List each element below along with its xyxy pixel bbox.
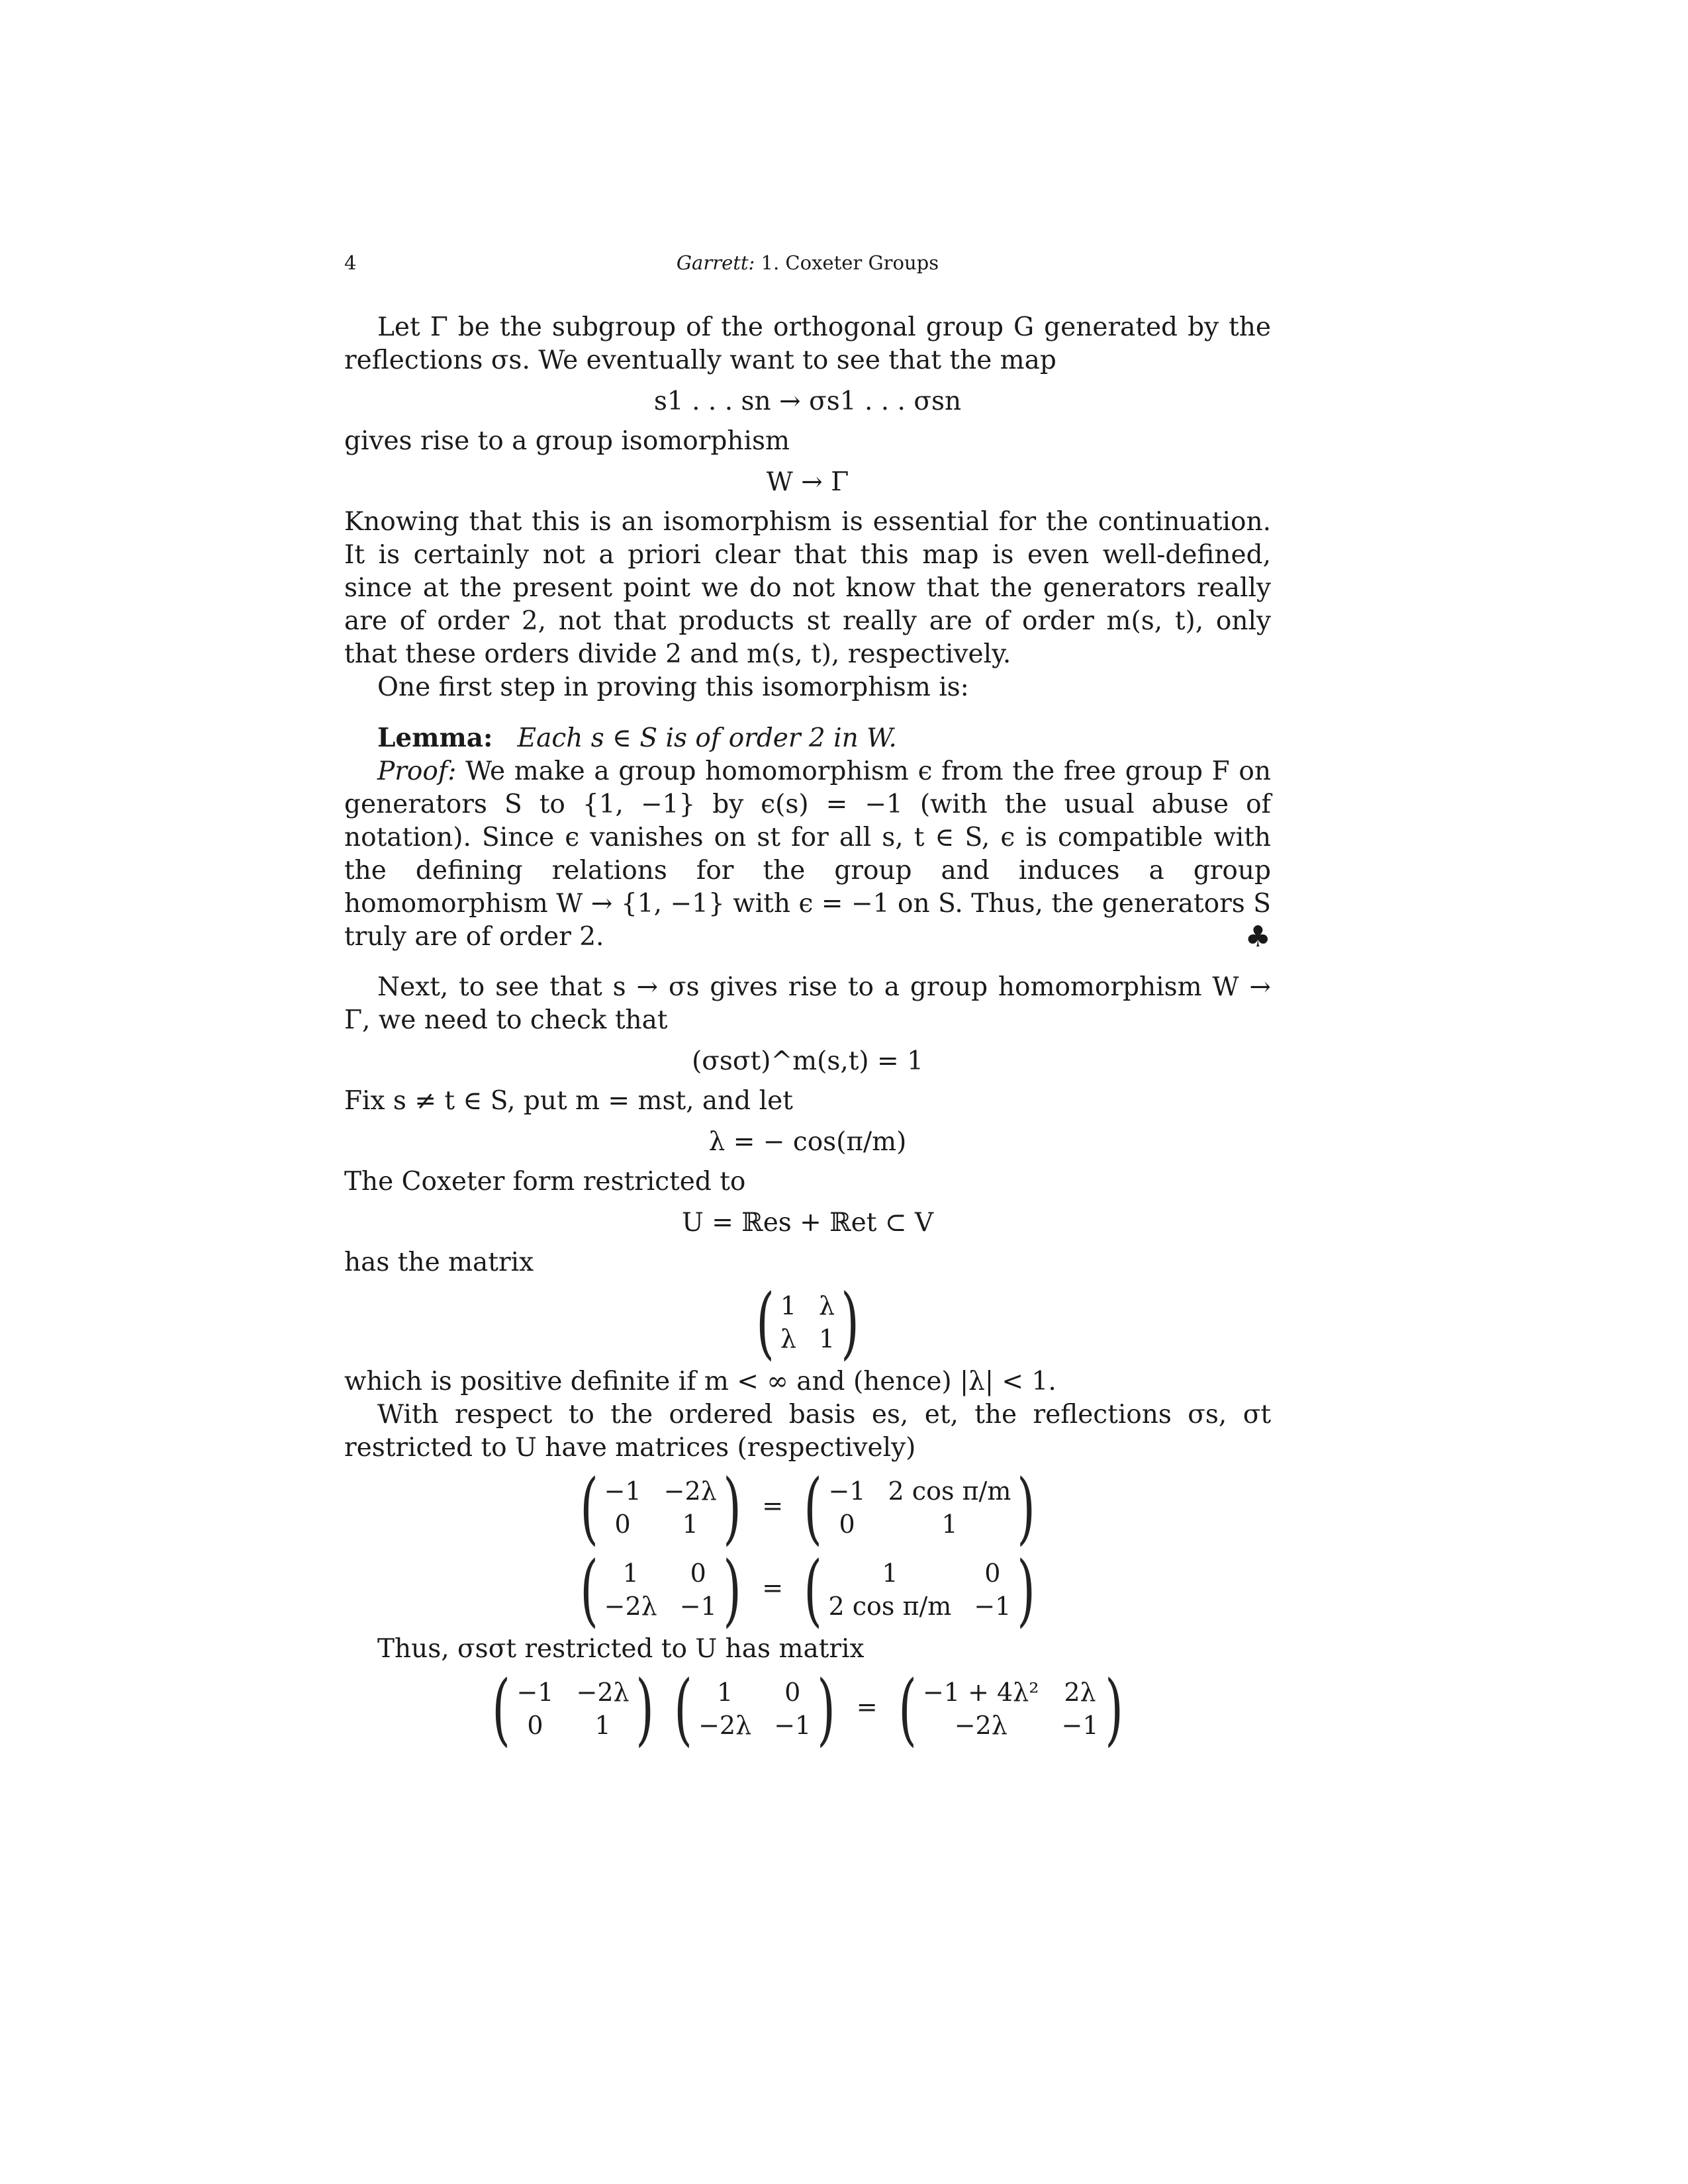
- paragraph-8: has the matrix: [344, 1248, 534, 1277]
- right-paren: ): [722, 1544, 741, 1635]
- matrix-entries: [604, 1475, 717, 1540]
- paragraph-11: Thus, σsσt restricted to U has matrix: [377, 1634, 865, 1664]
- form-matrix-row: [344, 1277, 1271, 1368]
- left-paren: (: [492, 1663, 511, 1754]
- lemma-label: Lemma:: [377, 723, 493, 753]
- paragraph-1: Let Γ be the subgroup of the orthogonal group G generated by the reflections σs. We eventually want to see that the map: [344, 312, 1271, 375]
- paragraph-10: With respect to the ordered basis es, et, the reflections σs, σt restricted to U have matrices (respectively): [344, 1400, 1271, 1463]
- matrix-cell: −2λ: [698, 1711, 752, 1740]
- matrix-cell: 1: [882, 1559, 898, 1588]
- matrix-cell: 0: [784, 1678, 801, 1707]
- equation-lambda: λ = − cos(π/m): [708, 1127, 907, 1157]
- paragraph-3: Knowing that this is an isomorphism is essential for the continuation. It is certainly not a priori clear that this map is even well-defined, since at the present point we do not know that the generators really are of order 2, not that products st really are of order m(s, t), only that these orders divide 2 and m(s, t), respectively.: [344, 507, 1271, 669]
- matrix-cell: 1: [682, 1510, 698, 1539]
- right-paren: ): [841, 1277, 860, 1368]
- form-matrix: [750, 1277, 865, 1368]
- matrix-cell: −1: [974, 1592, 1011, 1621]
- equation-map: s1 . . . sn → σs1 . . . σsn: [653, 387, 962, 416]
- matrix-cell: −2λ: [663, 1477, 717, 1506]
- matrix-sigma-s-left: [574, 1462, 747, 1553]
- matrix-cell: 0: [527, 1711, 543, 1740]
- right-paren: ): [722, 1462, 741, 1553]
- matrix-cell: λ: [780, 1324, 796, 1353]
- lemma-statement: Each s ∈ S is of order 2 in W.: [517, 723, 897, 753]
- left-paren: (: [755, 1277, 774, 1368]
- left-paren: (: [898, 1663, 917, 1754]
- matrix-cell: 0: [984, 1559, 1001, 1588]
- matrix-entries: [829, 1475, 1011, 1540]
- page-number: 4: [344, 251, 357, 274]
- matrix-entries: [829, 1557, 1011, 1622]
- matrix-entries: [780, 1290, 835, 1355]
- matrix-cell: λ: [819, 1291, 835, 1320]
- matrix-sigma-t-row: [344, 1544, 1271, 1635]
- matrix-product-b: [668, 1663, 841, 1754]
- left-paren: (: [674, 1663, 692, 1754]
- matrix-sigma-t-right: [798, 1544, 1041, 1635]
- matrix-cell: 2 cos π/m: [828, 1592, 952, 1621]
- right-paren: ): [817, 1663, 836, 1754]
- matrix-cell: 1: [941, 1510, 958, 1539]
- proof: [344, 755, 1271, 954]
- matrix-cell: −1: [774, 1711, 812, 1740]
- running-header: [344, 245, 1271, 285]
- matrix-cell: −1: [604, 1477, 641, 1506]
- left-paren: (: [579, 1462, 598, 1553]
- matrix-sigma-s-row: [344, 1462, 1271, 1553]
- right-paren: ): [635, 1663, 654, 1754]
- matrix-entries: [923, 1676, 1099, 1741]
- matrix-product-result: [892, 1663, 1129, 1754]
- matrix-cell: 0: [614, 1510, 631, 1539]
- running-title: [344, 251, 1271, 274]
- left-paren: (: [804, 1544, 823, 1635]
- paragraph-5: Next, to see that s → σs gives rise to a group homomorphism W → Γ, we need to check that: [344, 972, 1271, 1035]
- matrix-cell: 1: [622, 1559, 639, 1588]
- page-body: [344, 311, 1271, 1752]
- matrix-cell: −2λ: [954, 1711, 1008, 1740]
- matrix-sigma-t-left: [574, 1544, 747, 1635]
- matrix-entries: [516, 1676, 629, 1741]
- author-name: Garrett:: [676, 251, 755, 274]
- equation-order: (σsσt)^m(s,t) = 1: [692, 1046, 923, 1076]
- proof-label: Proof:: [377, 756, 457, 786]
- equation-isomorphism: W → Γ: [766, 467, 849, 497]
- right-paren: ): [1017, 1544, 1036, 1635]
- equals-sign: =: [762, 1491, 784, 1520]
- matrix-cell: 2 cos π/m: [888, 1477, 1011, 1506]
- paragraph-7: The Coxeter form restricted to: [344, 1167, 746, 1197]
- matrix-cell: −2λ: [604, 1592, 657, 1621]
- matrix-cell: −1: [679, 1592, 717, 1621]
- matrix-cell: 1: [594, 1711, 611, 1740]
- matrix-entries: [698, 1676, 811, 1741]
- matrix-cell: −1: [516, 1678, 554, 1707]
- matrix-cell: −2λ: [576, 1678, 630, 1707]
- matrix-product-row: [344, 1663, 1271, 1754]
- paragraph-4: One first step in proving this isomorphism is:: [377, 672, 969, 702]
- matrix-sigma-s-right: [798, 1462, 1041, 1553]
- matrix-product-a: [486, 1663, 659, 1754]
- matrix-cell: −1: [828, 1477, 866, 1506]
- left-paren: (: [579, 1544, 598, 1635]
- matrix-cell: 1: [819, 1324, 835, 1353]
- left-paren: (: [804, 1462, 823, 1553]
- right-paren: ): [1104, 1663, 1123, 1754]
- matrix-cell: 0: [690, 1559, 706, 1588]
- matrix-cell: −1: [1061, 1711, 1099, 1740]
- equals-sign: =: [856, 1692, 878, 1721]
- matrix-cell: 0: [839, 1510, 855, 1539]
- lemma: [344, 721, 1271, 755]
- paragraph-6: Fix s ≠ t ∈ S, put m = mst, and let: [344, 1086, 793, 1116]
- matrix-cell: 1: [780, 1291, 796, 1320]
- chapter-title: 1. Coxeter Groups: [761, 251, 939, 274]
- equation-U: U = ℝes + ℝet ⊂ V: [681, 1208, 934, 1238]
- matrix-cell: 2λ: [1064, 1678, 1096, 1707]
- paragraph-2: gives rise to a group isomorphism: [344, 426, 790, 456]
- equals-sign: =: [762, 1573, 784, 1602]
- proof-text: We make a group homomorphism ϵ from the free group F on generators S to {1, −1} by ϵ(s) = −1 (with the usual abuse of notation). Since ϵ vanishes on st for all s, t ∈ S, ϵ is compatible with the defining relations for the group and induces a group homomorphism W → {1, −1} with ϵ = −1 on S. Thus, the generators S truly are of order 2.: [344, 756, 1271, 952]
- matrix-cell: −1 + 4λ²: [922, 1678, 1039, 1707]
- paragraph-9: which is positive definite if m < ∞ and (hence) |λ| < 1.: [344, 1367, 1056, 1396]
- right-paren: ): [1017, 1462, 1036, 1553]
- qed-club-icon: ♣: [1244, 920, 1271, 954]
- matrix-entries: [604, 1557, 717, 1622]
- matrix-cell: 1: [717, 1678, 733, 1707]
